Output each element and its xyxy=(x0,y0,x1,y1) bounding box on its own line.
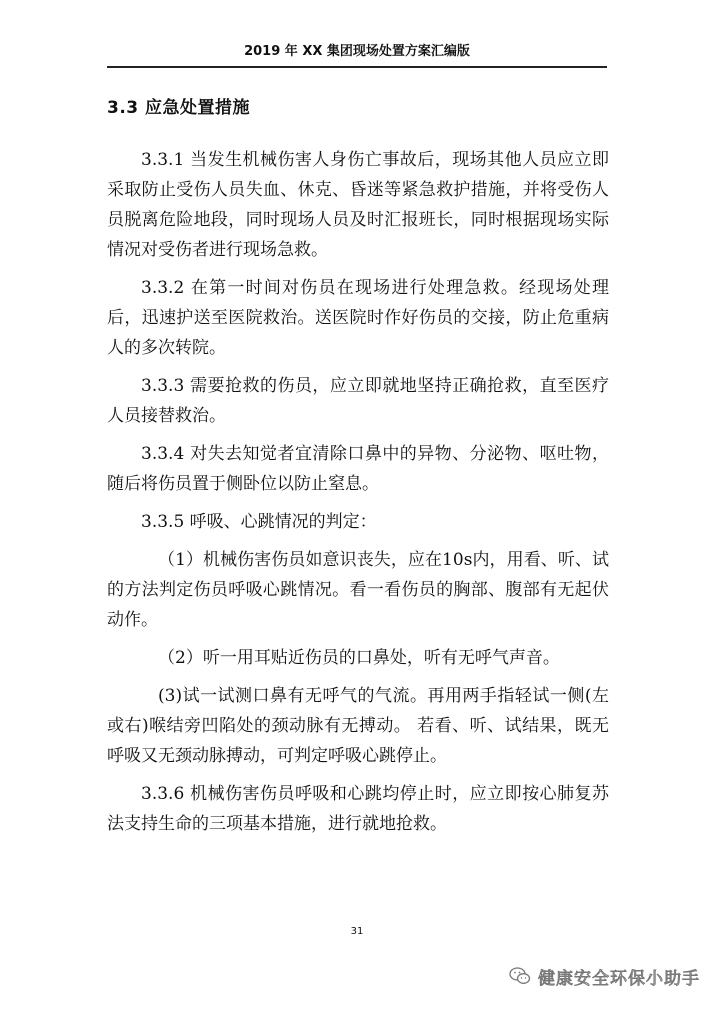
watermark xyxy=(508,962,700,990)
header-divider xyxy=(107,66,607,68)
paragraph-3-3-2: 3.3.2 在第一时间对伤员在现场进行处理急救。经现场处理后，迅速护送至医院救治。送医院时作好伤员的交接，防止危重病人的多次转院。 xyxy=(107,278,609,358)
wechat-icon xyxy=(508,964,532,988)
paragraph-3-3-3: 3.3.3 需要抢救的伤员，应立即就地坚持正确抢救，直至医疗人员接替救治。 xyxy=(107,376,609,426)
body-text xyxy=(107,145,609,847)
watermark-text: 健康安全环保小助手 xyxy=(538,968,700,989)
page-header: 2019 年 XX 集团现场处置方案汇编版 xyxy=(244,44,470,59)
paragraph-3-3-5: 3.3.5 呼吸、心跳情况的判定： xyxy=(141,512,377,532)
paragraph-3-3-1: 3.3.1 当发生机械伤害人身伤亡事故后，现场其他人员应立即采取防止受伤人员失血、休克、昏迷等紧急救护措施，并将受伤人员脱离危险地段，同时现场人员及时汇报班长，同时根据现场实际情况对受伤者进行现场急救。 xyxy=(107,150,609,260)
paragraph-3-3-4: 3.3.4 对失去知觉者宜清除口鼻中的异物、分泌物、呕吐物，随后将伤员置于侧卧位以防止窒息。 xyxy=(107,444,609,494)
paragraph-item-1: （1）机械伤害伤员如意识丧失，应在10s内，用看、听、试的方法判定伤员呼吸心跳情况。看一看伤员的胸部、腹部有无起伏动作。 xyxy=(107,550,609,630)
section-title: 3.3 应急处置措施 xyxy=(107,98,251,118)
paragraph-3-3-6: 3.3.6 机械伤害伤员呼吸和心跳均停止时，应立即按心肺复苏法支持生命的三项基本措施，进行就地抢救。 xyxy=(107,784,609,834)
paragraph-item-3: (3)试一试测口鼻有无呼气的气流。再用两手指轻试一侧(左或右)喉结旁凹陷处的颈动脉有无搏动。 若看、听、试结果，既无呼吸又无颈动脉搏动，可判定呼吸心跳停止。 xyxy=(107,686,609,766)
page-number: 31 xyxy=(350,926,364,937)
paragraph-item-2: （2）听一用耳贴近伤员的口鼻处，听有无呼气声音。 xyxy=(158,648,560,668)
